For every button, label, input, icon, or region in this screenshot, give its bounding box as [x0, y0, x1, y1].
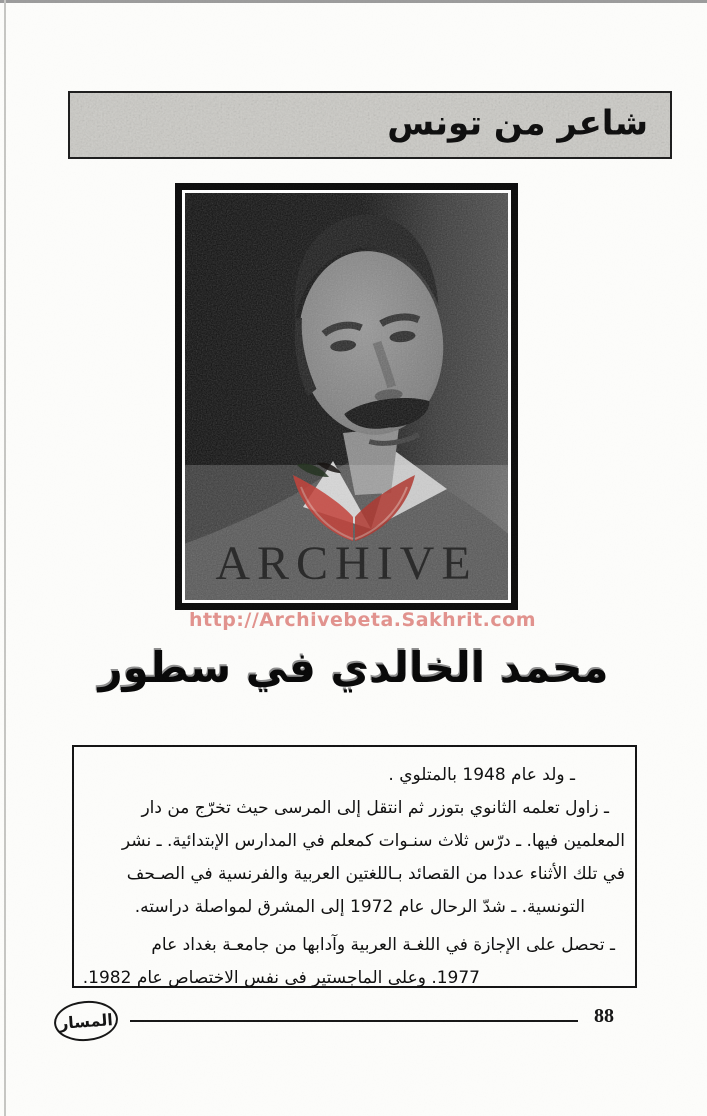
journal-name: المسار: [58, 1009, 114, 1033]
banner-label: شاعر من تونس: [387, 103, 648, 144]
photo-frame: [175, 183, 518, 610]
watermark-text: ARCHIVE: [215, 537, 478, 590]
portrait-photo: [185, 193, 508, 600]
bio-line: ـ ولد عام 1948 بالمتلوي .: [388, 765, 575, 785]
scan-left-edge: [4, 0, 6, 1116]
bio-line: ـ زاول تعلمه الثانوي بتوزر ثم انتقل إلى المرسى حيث تخرّج من دار: [141, 798, 609, 818]
bio-line: المعلمين فيها. ـ درّس ثلاث سنـوات كمعلم في المدارس الإبتدائية. ـ نشر: [121, 831, 625, 851]
footer-rule: [130, 1020, 578, 1022]
bio-line: التونسية. ـ شدّ الرحال عام 1972 إلى المشرق لمواصلة دراسته.: [134, 897, 585, 917]
watermark-url: http://Archivebeta.Sakhrit.com: [189, 609, 536, 631]
scan-top-edge: [0, 0, 707, 3]
article-title: محمد الخالدي في سطور: [98, 643, 609, 692]
page-number: 88: [594, 1005, 614, 1027]
bio-line: في تلك الأثناء عددا من القصائد بـاللغتين العربية والفرنسية في الصـحف: [126, 864, 625, 884]
journal-stamp: [52, 998, 119, 1043]
bio-box: [72, 745, 637, 988]
bio-line: ـ تحصل على الإجازة في اللغـة العربية وآدابها من جامعـة بغداد عام: [151, 935, 615, 955]
bio-line: 1977. وعلى الماجستير في نفس الاختصاص عام 1982.: [82, 968, 480, 988]
section-banner: [68, 91, 672, 159]
archive-open-book-icon: [285, 461, 421, 545]
